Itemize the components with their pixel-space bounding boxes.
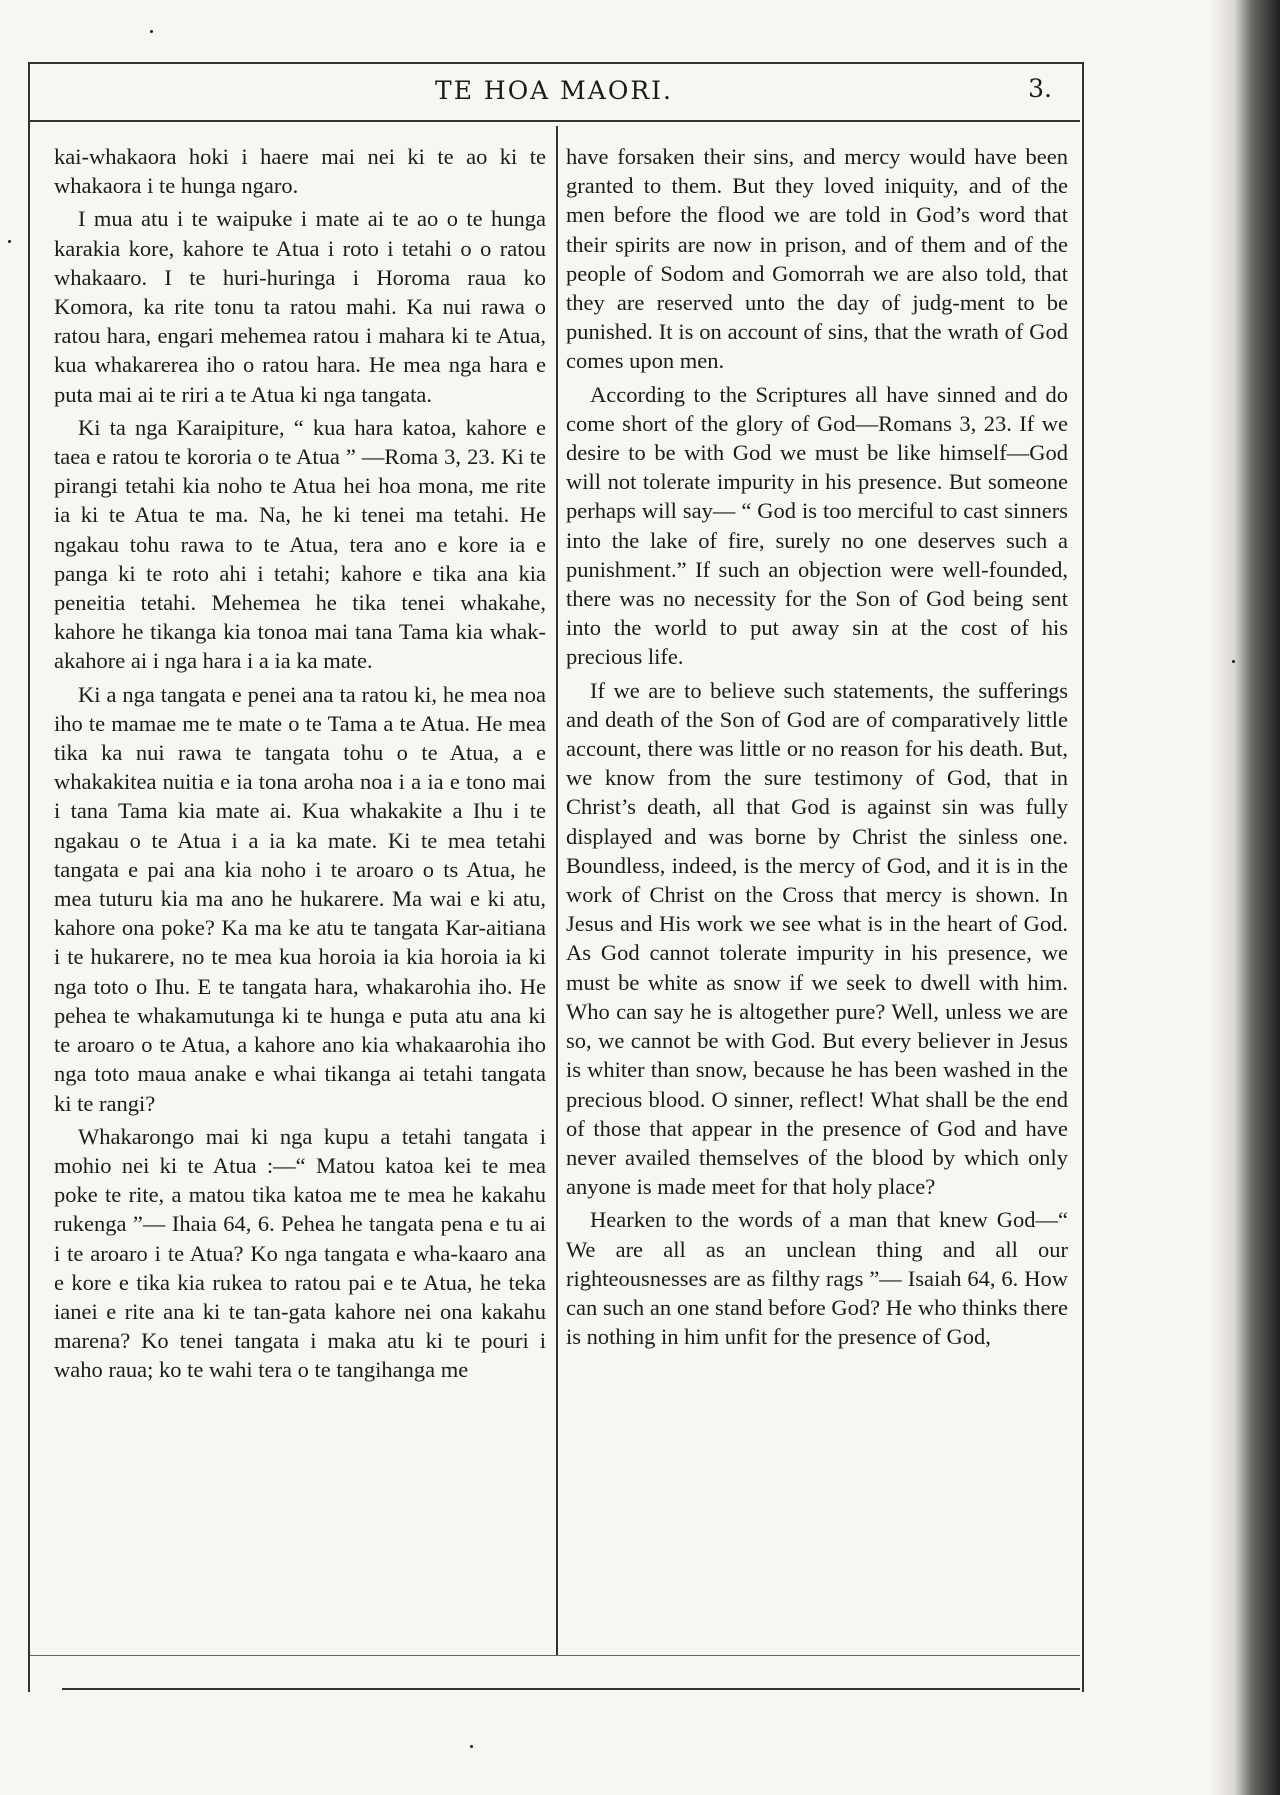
right-paragraph: According to the Scriptures all have sinned and do come short of the glory of God—Romans 3, 23. If we desire to be with God we must be like himself—God will not tolerate impurity in his presence. But someone perhaps will say— “ God is too merciful to cast sinners into the lake of fire, surely no one deserves such a punishment.” If such an objection were well-founded, there was no necessity for the Son of God being sent into the world to put away sin at the cost of his precious life. [566, 381, 1068, 670]
publication-title: TE HOA MAORI. [435, 76, 673, 105]
left-paragraph: Ki ta nga Karaipiture, “ kua hara katoa, kahore e taea e ratou te kororia o te Atua ” —Roma 3, 23. Ki te pirangi tetahi kia noho te Atua hei hoa mona, me rite ia ki te Atua te ma. Na, he ki tenei ma tetahi. He ngakau tohu rawa to te Atua, tera ano e kore ia e panga ki te roto ahi i tetahi; kahore e tika ana kia peneitia tetahi. Mehemea he tika tenei whakahe, kahore he tikanga kia tonoa mai tana Tama kia whak-akahore ai i nga hara i a ia ka mate. [54, 414, 546, 674]
column-divider [556, 126, 558, 1656]
left-paragraph: I mua atu i te waipuke i mate ai te ao o te hunga karakia kore, kahore te Atua i roto i tetahi o o ratou whakaaro. I te huri-huringa i Horoma raua ko Komora, ka rite tonu ta ratou mahi. Ka nui rawa o ratou hara, engari mehemea ratou i mahara ki te Atua, kua whakarerea iho o ratou hara. He mea nga hara e puta mai ai te riri a te Atua ki nga tangata. [54, 206, 546, 407]
page-number: 3. [1028, 74, 1052, 103]
bottom-rule [62, 1688, 1080, 1690]
ink-speck [8, 240, 11, 243]
left-paragraph: Whakarongo mai ki nga kupu a tetahi tangata i mohio nei ki te Atua :—“ Matou katoa kei te mea poke te rite, a matou tika katoa me te mea he kakahu rukenga ”— Ihaia 64, 6. Pehea he tangata pena e tu ai i te aroaro i te Atua? Ko nga tangata e wha-kaaro ana e kore e tika kia rukea to ratou pai e te Atua, he teka ianei e rite ana ki te tan-gata kahore nei ona kakahu marena? Ko tenei tangata i maka atu ki te pouri i waho raua; ko te wahi tera o te tangihanga me [54, 1123, 546, 1383]
left-paragraph: kai-whakaora hoki i haere mai nei ki te ao ki te whakaora i te hunga ngaro. [54, 144, 546, 199]
left-paragraph: Ki a nga tangata e penei ana ta ratou ki, he mea noa iho te mamae me te mate o te Tama a te Atua. He mea tika ka nui rawa te tangata tohu o te Atua, a e whakakitea nuitia e ia tona aroha noa i a ia e tono mai i tana Tama kia mate ai. Kua whakakite a Ihu i te ngakau o te Atua i a ia ka mate. Ki te mea tetahi tangata e pai ana kia noho i te aroaro o ts Atua, he mea tuturu kia ma ano he hukarere. Ma wai e ki atu, kahore ona poke? Ka ma ke atu te tangata Kar-aitiana i te hukarere, no te mea kua horoia ia kia horoia ia ki nga toto o Ihu. E te tangata hara, whakarohia iho. He pehea te whakamutunga ki te hunga e puta atu ana ki te aroaro o te Atua, a kahore ano kia whakaarohia iho nga toto maua anake e whai tikanga ai tetahi tangata ki te rangi? [54, 681, 546, 1116]
bottom-rule-inner [30, 1655, 1080, 1656]
ink-speck [1232, 660, 1235, 663]
right-column [566, 142, 1068, 1351]
running-header [28, 64, 1080, 122]
ink-speck [150, 30, 153, 33]
left-column [54, 142, 546, 1385]
right-paragraph: have forsaken their sins, and mercy would have been granted to them. But they loved iniquity, and of the men before the flood we are told in God’s word that their spirits are now in prison, and of them and of the people of Sodom and Gomorrah we are also told, that they are reserved unto the day of judg-ment to be punished. It is on account of sins, that the wrath of God comes upon men. [566, 144, 1068, 374]
scan-edge-shadow [1210, 0, 1280, 1795]
ink-speck [470, 1745, 473, 1748]
right-paragraph: Hearken to the words of a man that knew God—“ We are all as an unclean thing and all our righteousnesses are as filthy rags ”— Isaiah 64, 6. How can such an one stand before God? He who thinks there is nothing in him unfit for the presence of God, [566, 1207, 1068, 1350]
right-paragraph: If we are to believe such statements, the sufferings and death of the Son of God are of comparatively little account, there was little or no reason for his death. But, we know from the sure testimony of God, that in Christ’s death, all that God is against sin was fully displayed and was borne by Christ the sinless one. Boundless, indeed, is the mercy of God, and it is in the work of Christ on the Cross that mercy is shown. In Jesus and His work we see what is in the heart of God. As God cannot tolerate impurity in his presence, we must be white as snow if we seek to dwell with him. Who can say he is altogether pure? Well, unless we are so, we cannot be with God. But every believer in Jesus is whiter than snow, because he has been washed in the precious blood. O sinner, reflect! What shall be the end of those that appear in the presence of God and have never availed themselves of the blood by which only anyone is made meet for that holy place? [566, 677, 1068, 1200]
